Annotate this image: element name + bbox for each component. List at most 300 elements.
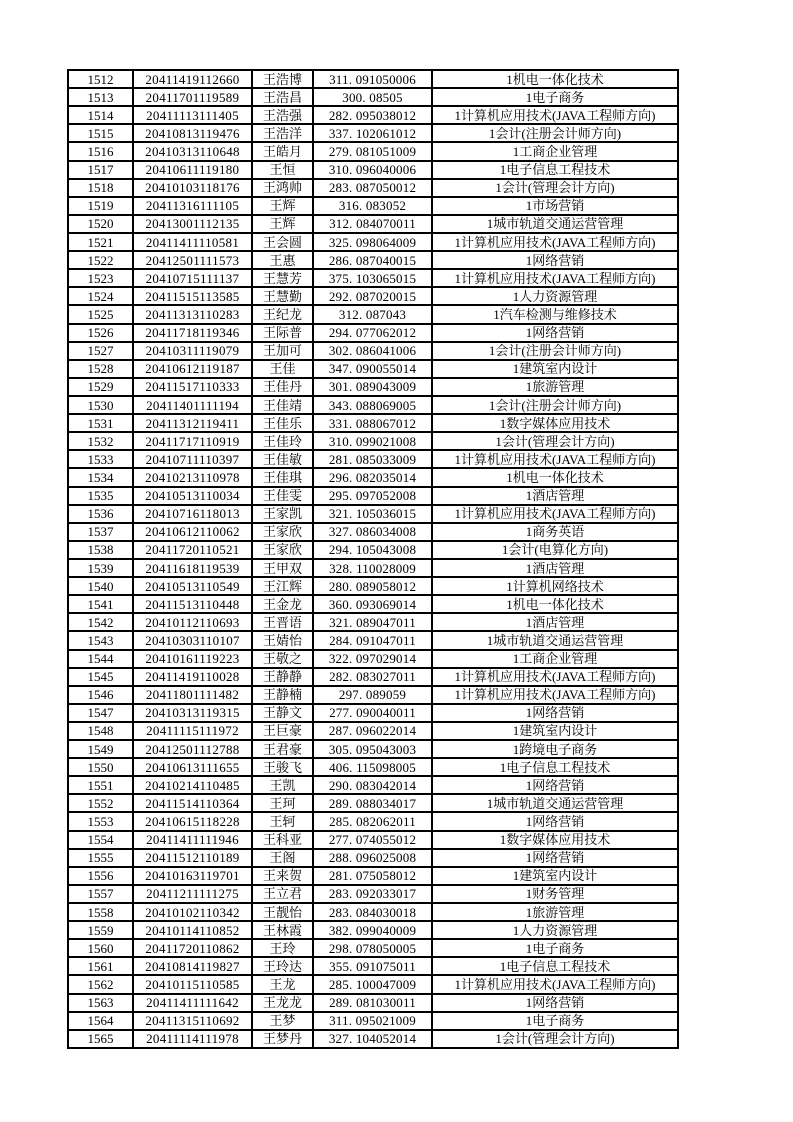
cell-candidate-id: 20413001112135 [133, 215, 252, 233]
cell-rank: 1543 [68, 631, 133, 649]
cell-rank: 1524 [68, 287, 133, 305]
table-row [68, 197, 678, 215]
cell-score-code: 302. 086041006 [313, 342, 432, 360]
cell-rank: 1545 [68, 668, 133, 686]
cell-name: 王龙 [252, 975, 313, 993]
cell-candidate-id: 20411313110283 [133, 305, 252, 323]
cell-candidate-id: 20412501112788 [133, 740, 252, 758]
cell-candidate-id: 20411401111194 [133, 396, 252, 414]
cell-candidate-id: 20411411111642 [133, 994, 252, 1012]
cell-score-code: 300. 08505 [313, 88, 432, 106]
cell-major: 1会计(管理会计方向) [432, 1030, 678, 1048]
cell-major: 1电子商务 [432, 1012, 678, 1030]
cell-candidate-id: 20412501111573 [133, 251, 252, 269]
cell-candidate-id: 20411801111482 [133, 686, 252, 704]
table-row [68, 722, 678, 740]
cell-name: 王纪龙 [252, 305, 313, 323]
cell-candidate-id: 20410103118176 [133, 179, 252, 197]
cell-candidate-id: 20411717110919 [133, 432, 252, 450]
cell-major: 1跨境电子商务 [432, 740, 678, 758]
table-row [68, 88, 678, 106]
cell-name: 王婧怡 [252, 631, 313, 649]
cell-major: 1网络营销 [432, 324, 678, 342]
cell-score-code: 316. 083052 [313, 197, 432, 215]
cell-score-code: 321. 105036015 [313, 505, 432, 523]
cell-rank: 1518 [68, 179, 133, 197]
cell-rank: 1536 [68, 505, 133, 523]
cell-score-code: 289. 081030011 [313, 994, 432, 1012]
cell-major: 1酒店管理 [432, 559, 678, 577]
cell-major: 1汽车检测与维修技术 [432, 305, 678, 323]
cell-rank: 1550 [68, 758, 133, 776]
cell-rank: 1534 [68, 468, 133, 486]
cell-major: 1工商企业管理 [432, 142, 678, 160]
cell-score-code: 337. 102061012 [313, 124, 432, 142]
table-row [68, 124, 678, 142]
cell-major: 1会计(注册会计师方向) [432, 342, 678, 360]
cell-rank: 1537 [68, 523, 133, 541]
cell-name: 王慧芳 [252, 269, 313, 287]
cell-major: 1电子信息工程技术 [432, 957, 678, 975]
cell-score-code: 280. 089058012 [313, 577, 432, 595]
cell-rank: 1514 [68, 106, 133, 124]
cell-candidate-id: 20410163119701 [133, 867, 252, 885]
cell-score-code: 282. 095038012 [313, 106, 432, 124]
table-row [68, 704, 678, 722]
cell-major: 1网络营销 [432, 776, 678, 794]
cell-major: 1机电一体化技术 [432, 468, 678, 486]
cell-name: 王加可 [252, 342, 313, 360]
cell-score-code: 375. 103065015 [313, 269, 432, 287]
table-row [68, 1030, 678, 1048]
cell-candidate-id: 20410613111655 [133, 758, 252, 776]
cell-score-code: 277. 074055012 [313, 831, 432, 849]
cell-candidate-id: 20410311119079 [133, 342, 252, 360]
cell-score-code: 325. 098064009 [313, 233, 432, 251]
table-row [68, 595, 678, 613]
results-table [67, 69, 677, 1049]
cell-candidate-id: 20410102110342 [133, 903, 252, 921]
cell-major: 1旅游管理 [432, 378, 678, 396]
cell-score-code: 286. 087040015 [313, 251, 432, 269]
cell-name: 王会圆 [252, 233, 313, 251]
cell-name: 王金龙 [252, 595, 313, 613]
table-row [68, 885, 678, 903]
cell-rank: 1558 [68, 903, 133, 921]
cell-name: 王甲双 [252, 559, 313, 577]
table-row [68, 487, 678, 505]
cell-rank: 1528 [68, 360, 133, 378]
cell-major: 1人力资源管理 [432, 287, 678, 305]
cell-score-code: 292. 087020015 [313, 287, 432, 305]
cell-candidate-id: 20411514110364 [133, 794, 252, 812]
cell-score-code: 279. 081051009 [313, 142, 432, 160]
cell-candidate-id: 20410114110852 [133, 921, 252, 939]
cell-name: 王佳乐 [252, 414, 313, 432]
cell-candidate-id: 20411113111405 [133, 106, 252, 124]
cell-major: 1财务管理 [432, 885, 678, 903]
table-row [68, 269, 678, 287]
table-row [68, 559, 678, 577]
cell-candidate-id: 20410112110693 [133, 613, 252, 631]
cell-name: 王玲 [252, 939, 313, 957]
cell-score-code: 281. 085033009 [313, 450, 432, 468]
cell-candidate-id: 20410313110648 [133, 142, 252, 160]
cell-major: 1会计(电算化方向) [432, 541, 678, 559]
cell-candidate-id: 20410213110978 [133, 468, 252, 486]
cell-score-code: 294. 077062012 [313, 324, 432, 342]
cell-major: 1会计(管理会计方向) [432, 432, 678, 450]
cell-candidate-id: 20411515113585 [133, 287, 252, 305]
cell-rank: 1548 [68, 722, 133, 740]
cell-score-code: 284. 091047011 [313, 631, 432, 649]
cell-major: 1计算机应用技术(JAVA工程师方向) [432, 505, 678, 523]
table-row [68, 142, 678, 160]
cell-score-code: 310. 096040006 [313, 161, 432, 179]
cell-score-code: 283. 092033017 [313, 885, 432, 903]
cell-rank: 1539 [68, 559, 133, 577]
table-row [68, 432, 678, 450]
table-row [68, 849, 678, 867]
cell-major: 1市场营销 [432, 197, 678, 215]
table-row [68, 577, 678, 595]
cell-major: 1计算机应用技术(JAVA工程师方向) [432, 233, 678, 251]
cell-candidate-id: 20411720110862 [133, 939, 252, 957]
cell-name: 王巨豪 [252, 722, 313, 740]
cell-name: 王鸿帅 [252, 179, 313, 197]
cell-score-code: 290. 083042014 [313, 776, 432, 794]
cell-major: 1会计(注册会计师方向) [432, 396, 678, 414]
cell-major: 1计算机应用技术(JAVA工程师方向) [432, 686, 678, 704]
cell-candidate-id: 20410513110549 [133, 577, 252, 595]
cell-candidate-id: 20411512110189 [133, 849, 252, 867]
cell-score-code: 285. 100047009 [313, 975, 432, 993]
cell-major: 1计算机应用技术(JAVA工程师方向) [432, 975, 678, 993]
cell-rank: 1529 [68, 378, 133, 396]
cell-major: 1人力资源管理 [432, 921, 678, 939]
cell-name: 王佳琪 [252, 468, 313, 486]
cell-name: 王梦 [252, 1012, 313, 1030]
cell-major: 1网络营销 [432, 994, 678, 1012]
table-row [68, 994, 678, 1012]
cell-rank: 1562 [68, 975, 133, 993]
cell-name: 王轲 [252, 812, 313, 830]
cell-rank: 1527 [68, 342, 133, 360]
cell-name: 王珂 [252, 794, 313, 812]
cell-name: 王骏飞 [252, 758, 313, 776]
cell-major: 1网络营销 [432, 251, 678, 269]
cell-score-code: 289. 088034017 [313, 794, 432, 812]
table-row [68, 975, 678, 993]
cell-rank: 1547 [68, 704, 133, 722]
cell-name: 王龙龙 [252, 994, 313, 1012]
cell-rank: 1542 [68, 613, 133, 631]
cell-rank: 1530 [68, 396, 133, 414]
cell-major: 1网络营销 [432, 704, 678, 722]
cell-score-code: 355. 091075011 [313, 957, 432, 975]
cell-candidate-id: 20411315110692 [133, 1012, 252, 1030]
cell-candidate-id: 20410813119476 [133, 124, 252, 142]
cell-name: 王佳玲 [252, 432, 313, 450]
cell-rank: 1520 [68, 215, 133, 233]
table-row [68, 867, 678, 885]
cell-major: 1电子信息工程技术 [432, 758, 678, 776]
cell-name: 王佳敏 [252, 450, 313, 468]
table-row [68, 668, 678, 686]
cell-name: 王家欣 [252, 523, 313, 541]
cell-major: 1建筑室内设计 [432, 867, 678, 885]
cell-candidate-id: 20410303110107 [133, 631, 252, 649]
table-row [68, 740, 678, 758]
cell-name: 王凯 [252, 776, 313, 794]
table-row [68, 631, 678, 649]
cell-score-code: 327. 086034008 [313, 523, 432, 541]
cell-name: 王晋语 [252, 613, 313, 631]
cell-candidate-id: 20411701119589 [133, 88, 252, 106]
cell-candidate-id: 20411419110028 [133, 668, 252, 686]
cell-score-code: 301. 089043009 [313, 378, 432, 396]
cell-score-code: 322. 097029014 [313, 650, 432, 668]
cell-score-code: 298. 078050005 [313, 939, 432, 957]
cell-major: 1电子信息工程技术 [432, 161, 678, 179]
table-row [68, 758, 678, 776]
cell-candidate-id: 20411316111105 [133, 197, 252, 215]
cell-score-code: 288. 096025008 [313, 849, 432, 867]
cell-rank: 1549 [68, 740, 133, 758]
cell-candidate-id: 20410612119187 [133, 360, 252, 378]
table-row [68, 903, 678, 921]
cell-name: 王敬之 [252, 650, 313, 668]
table-row [68, 650, 678, 668]
cell-candidate-id: 20411211111275 [133, 885, 252, 903]
cell-score-code: 283. 084030018 [313, 903, 432, 921]
cell-rank: 1561 [68, 957, 133, 975]
cell-rank: 1540 [68, 577, 133, 595]
table-row [68, 179, 678, 197]
cell-score-code: 283. 087050012 [313, 179, 432, 197]
cell-major: 1商务英语 [432, 523, 678, 541]
table-row [68, 505, 678, 523]
cell-candidate-id: 20411618119539 [133, 559, 252, 577]
cell-candidate-id: 20410611119180 [133, 161, 252, 179]
cell-rank: 1525 [68, 305, 133, 323]
cell-major: 1城市轨道交通运营管理 [432, 631, 678, 649]
cell-name: 王玲达 [252, 957, 313, 975]
cell-name: 王皓月 [252, 142, 313, 160]
cell-name: 王静静 [252, 668, 313, 686]
cell-major: 1网络营销 [432, 849, 678, 867]
table-row [68, 342, 678, 360]
cell-rank: 1535 [68, 487, 133, 505]
cell-score-code: 327. 104052014 [313, 1030, 432, 1048]
cell-name: 王林霞 [252, 921, 313, 939]
cell-name: 王君豪 [252, 740, 313, 758]
table-row [68, 541, 678, 559]
table-row [68, 161, 678, 179]
cell-candidate-id: 20410715111137 [133, 269, 252, 287]
cell-major: 1机电一体化技术 [432, 595, 678, 613]
cell-name: 王佳 [252, 360, 313, 378]
cell-major: 1计算机应用技术(JAVA工程师方向) [432, 668, 678, 686]
cell-name: 王浩博 [252, 70, 313, 88]
cell-major: 1酒店管理 [432, 487, 678, 505]
table-row [68, 450, 678, 468]
cell-candidate-id: 20411513110448 [133, 595, 252, 613]
cell-score-code: 331. 088067012 [313, 414, 432, 432]
cell-candidate-id: 20411718119346 [133, 324, 252, 342]
cell-candidate-id: 20411419112660 [133, 70, 252, 88]
cell-name: 王立君 [252, 885, 313, 903]
cell-major: 1计算机网络技术 [432, 577, 678, 595]
cell-score-code: 321. 089047011 [313, 613, 432, 631]
cell-major: 1数字媒体应用技术 [432, 831, 678, 849]
table-row [68, 414, 678, 432]
cell-rank: 1521 [68, 233, 133, 251]
results-table-grid [67, 69, 679, 1049]
cell-rank: 1541 [68, 595, 133, 613]
cell-candidate-id: 20411312119411 [133, 414, 252, 432]
cell-name: 王慧勤 [252, 287, 313, 305]
cell-candidate-id: 20411411111946 [133, 831, 252, 849]
cell-major: 1电子商务 [432, 939, 678, 957]
cell-score-code: 347. 090055014 [313, 360, 432, 378]
table-row [68, 305, 678, 323]
cell-name: 王静楠 [252, 686, 313, 704]
cell-major: 1计算机应用技术(JAVA工程师方向) [432, 106, 678, 124]
cell-candidate-id: 20410615118228 [133, 812, 252, 830]
cell-candidate-id: 20410115110585 [133, 975, 252, 993]
cell-rank: 1551 [68, 776, 133, 794]
cell-score-code: 360. 093069014 [313, 595, 432, 613]
cell-score-code: 311. 095021009 [313, 1012, 432, 1030]
cell-rank: 1512 [68, 70, 133, 88]
cell-candidate-id: 20411114111978 [133, 1030, 252, 1048]
cell-name: 王恒 [252, 161, 313, 179]
cell-rank: 1533 [68, 450, 133, 468]
cell-name: 王浩昌 [252, 88, 313, 106]
cell-candidate-id: 20411720110521 [133, 541, 252, 559]
cell-major: 1会计(注册会计师方向) [432, 124, 678, 142]
cell-score-code: 296. 082035014 [313, 468, 432, 486]
cell-score-code: 277. 090040011 [313, 704, 432, 722]
table-row [68, 233, 678, 251]
cell-score-code: 328. 110028009 [313, 559, 432, 577]
cell-rank: 1516 [68, 142, 133, 160]
cell-major: 1旅游管理 [432, 903, 678, 921]
cell-name: 王阁 [252, 849, 313, 867]
table-row [68, 324, 678, 342]
cell-candidate-id: 20410814119827 [133, 957, 252, 975]
cell-rank: 1513 [68, 88, 133, 106]
cell-candidate-id: 20410612110062 [133, 523, 252, 541]
cell-candidate-id: 20410161119223 [133, 650, 252, 668]
table-row [68, 396, 678, 414]
cell-candidate-id: 20411517110333 [133, 378, 252, 396]
cell-rank: 1560 [68, 939, 133, 957]
cell-name: 王浩强 [252, 106, 313, 124]
cell-score-code: 310. 099021008 [313, 432, 432, 450]
cell-rank: 1557 [68, 885, 133, 903]
cell-name: 王浩洋 [252, 124, 313, 142]
cell-rank: 1522 [68, 251, 133, 269]
cell-rank: 1564 [68, 1012, 133, 1030]
cell-rank: 1546 [68, 686, 133, 704]
cell-score-code: 311. 091050006 [313, 70, 432, 88]
cell-rank: 1556 [68, 867, 133, 885]
table-row [68, 378, 678, 396]
cell-rank: 1565 [68, 1030, 133, 1048]
cell-score-code: 285. 082062011 [313, 812, 432, 830]
cell-name: 王江辉 [252, 577, 313, 595]
cell-name: 王靓怡 [252, 903, 313, 921]
cell-name: 王际普 [252, 324, 313, 342]
cell-candidate-id: 20411411110581 [133, 233, 252, 251]
table-row [68, 106, 678, 124]
cell-major: 1建筑室内设计 [432, 360, 678, 378]
cell-rank: 1544 [68, 650, 133, 668]
cell-name: 王科亚 [252, 831, 313, 849]
cell-rank: 1523 [68, 269, 133, 287]
cell-name: 王家凯 [252, 505, 313, 523]
table-row [68, 794, 678, 812]
cell-major: 1工商企业管理 [432, 650, 678, 668]
cell-candidate-id: 20410214110485 [133, 776, 252, 794]
cell-candidate-id: 20410313119315 [133, 704, 252, 722]
cell-major: 1建筑室内设计 [432, 722, 678, 740]
cell-name: 王梦丹 [252, 1030, 313, 1048]
cell-name: 王佳丹 [252, 378, 313, 396]
cell-major: 1会计(管理会计方向) [432, 179, 678, 197]
cell-major: 1网络营销 [432, 812, 678, 830]
cell-score-code: 382. 099040009 [313, 921, 432, 939]
cell-score-code: 297. 089059 [313, 686, 432, 704]
cell-name: 王佳靖 [252, 396, 313, 414]
cell-major: 1城市轨道交通运营管理 [432, 794, 678, 812]
cell-rank: 1555 [68, 849, 133, 867]
cell-rank: 1519 [68, 197, 133, 215]
cell-rank: 1563 [68, 994, 133, 1012]
cell-major: 1机电一体化技术 [432, 70, 678, 88]
table-row [68, 468, 678, 486]
cell-rank: 1515 [68, 124, 133, 142]
cell-name: 王静文 [252, 704, 313, 722]
cell-rank: 1552 [68, 794, 133, 812]
cell-rank: 1526 [68, 324, 133, 342]
cell-name: 王家欣 [252, 541, 313, 559]
cell-candidate-id: 20410513110034 [133, 487, 252, 505]
cell-score-code: 406. 115098005 [313, 758, 432, 776]
table-row [68, 523, 678, 541]
cell-name: 王佳雯 [252, 487, 313, 505]
table-row [68, 812, 678, 830]
table-row [68, 360, 678, 378]
cell-rank: 1538 [68, 541, 133, 559]
table-row [68, 686, 678, 704]
cell-score-code: 312. 084070011 [313, 215, 432, 233]
cell-score-code: 294. 105043008 [313, 541, 432, 559]
cell-name: 王辉 [252, 197, 313, 215]
cell-rank: 1559 [68, 921, 133, 939]
cell-score-code: 295. 097052008 [313, 487, 432, 505]
table-row [68, 957, 678, 975]
cell-rank: 1553 [68, 812, 133, 830]
table-row [68, 251, 678, 269]
table-row [68, 1012, 678, 1030]
table-row [68, 939, 678, 957]
cell-candidate-id: 20411115111972 [133, 722, 252, 740]
results-table-body [68, 70, 678, 1048]
cell-rank: 1531 [68, 414, 133, 432]
